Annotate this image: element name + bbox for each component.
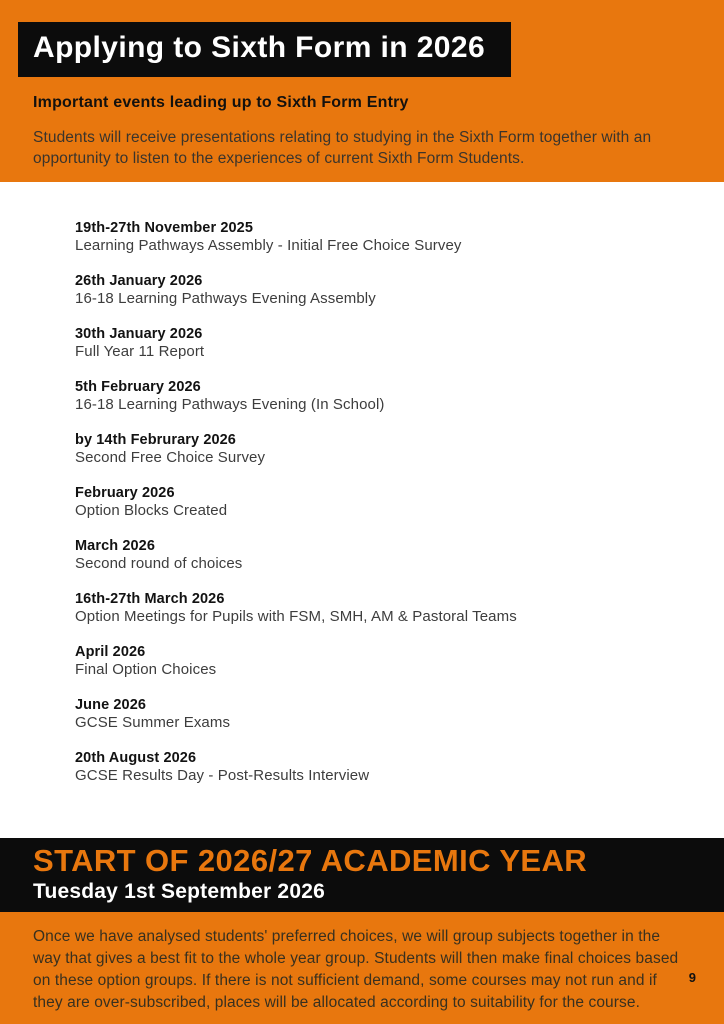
event-date: 16th-27th March 2026 [75, 591, 225, 607]
timeline-event [75, 696, 724, 732]
page-number: 9 [688, 970, 696, 985]
event-date: April 2026 [75, 644, 146, 660]
footer-band [0, 912, 724, 1024]
event-description: Final Option Choices [75, 661, 217, 678]
title-box [18, 22, 511, 77]
footer-paragraph: Once we have analysed students' preferred choices, we will group subjects together in the way that gives a best fit to the whole year group. Students will then make final choices based on these option groups. If there is not sufficient demand, some courses may not run and if they are over-subscribed, places will be allocated according to suitability for the course. [33, 928, 679, 1011]
intro-paragraph: Students will receive presentations relating to studying in the Sixth Form together with an opportunity to listen to the experiences of current Sixth Form Students. [33, 129, 652, 167]
event-description: Second Free Choice Survey [75, 449, 266, 466]
event-date: February 2026 [75, 485, 175, 501]
timeline-event [75, 272, 724, 308]
timeline-event [75, 431, 724, 467]
banner-subtitle: Tuesday 1st September 2026 [33, 880, 325, 903]
event-date: by 14th Februrary 2026 [75, 432, 236, 448]
event-description: Second round of choices [75, 555, 243, 572]
event-description: 16-18 Learning Pathways Evening (In School) [75, 396, 385, 413]
timeline-event [75, 590, 724, 626]
event-description: GCSE Results Day - Post-Results Interview [75, 767, 370, 784]
subheading: Important events leading up to Sixth Form Entry [33, 94, 409, 111]
timeline-event [75, 484, 724, 520]
event-date: 30th January 2026 [75, 326, 203, 342]
event-date: 5th February 2026 [75, 379, 201, 395]
banner-title: START OF 2026/27 ACADEMIC YEAR [33, 843, 588, 878]
page-title: Applying to Sixth Form in 2026 [33, 31, 486, 64]
event-description: Full Year 11 Report [75, 343, 205, 360]
event-description: GCSE Summer Exams [75, 714, 231, 731]
academic-year-banner [0, 838, 724, 912]
timeline-event [75, 749, 724, 785]
timeline-event [75, 219, 724, 255]
timeline-event [75, 537, 724, 573]
timeline-list [75, 219, 724, 785]
timeline-event [75, 325, 724, 361]
event-description: Learning Pathways Assembly - Initial Free Choice Survey [75, 237, 462, 254]
timeline-event [75, 643, 724, 679]
event-date: June 2026 [75, 697, 147, 713]
header-band [0, 0, 724, 182]
event-date: March 2026 [75, 538, 155, 554]
event-description: Option Meetings for Pupils with FSM, SMH, AM & Pastoral Teams [75, 608, 517, 625]
event-description: Option Blocks Created [75, 502, 228, 519]
timeline-section [0, 182, 724, 838]
event-date: 20th August 2026 [75, 750, 197, 766]
event-date: 19th-27th November 2025 [75, 220, 253, 236]
event-description: 16-18 Learning Pathways Evening Assembly [75, 290, 376, 307]
event-date: 26th January 2026 [75, 273, 203, 289]
timeline-event [75, 378, 724, 414]
